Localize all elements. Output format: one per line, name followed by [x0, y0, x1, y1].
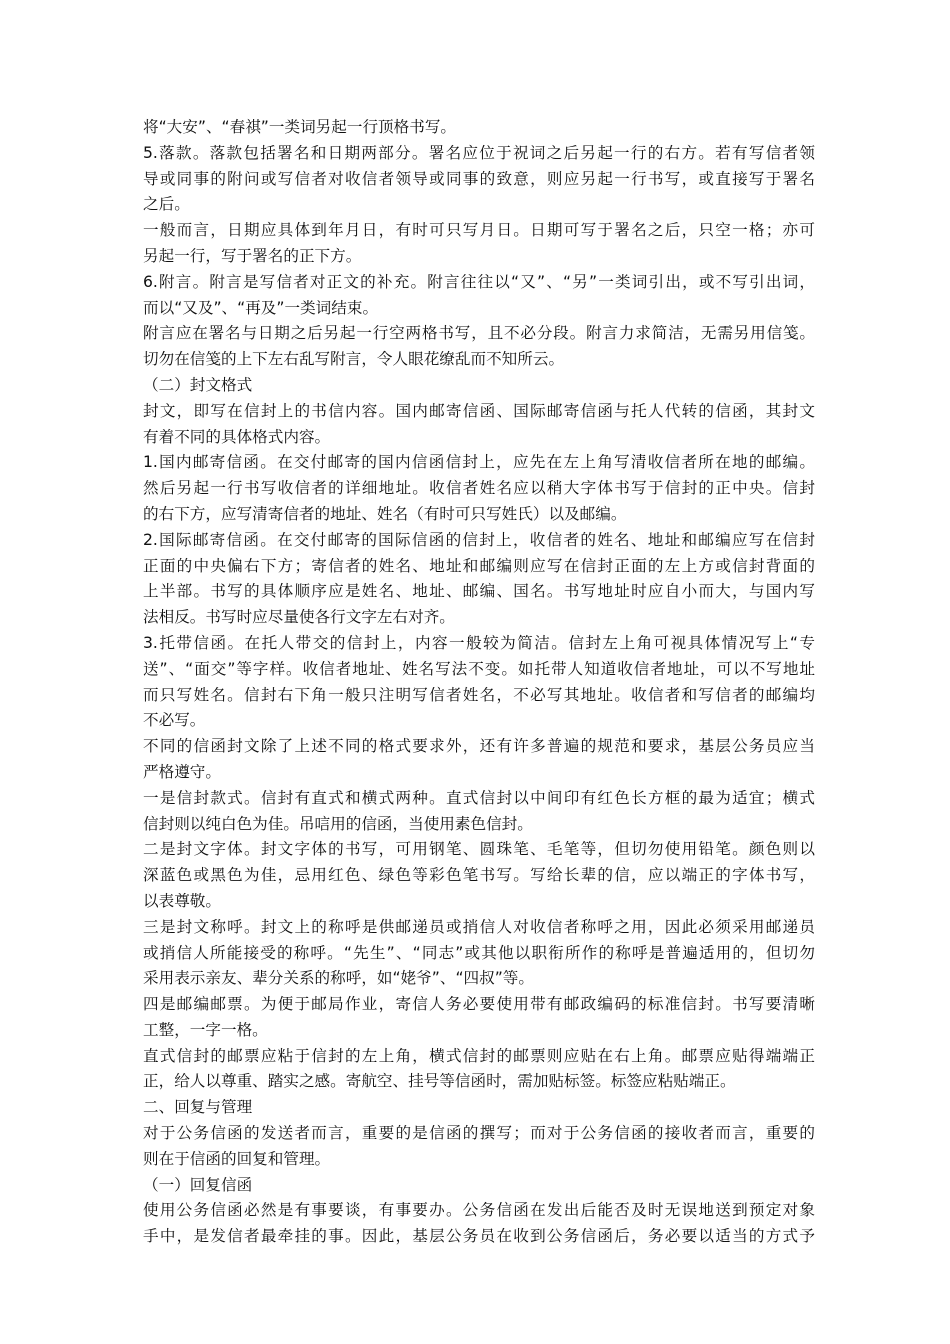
- text-line: 二、回复与管理: [143, 1098, 253, 1117]
- text-line: 深蓝色或黑色为佳，忌用红色、绿色等彩色笔书写。写给长辈的信，应以端正的字体书写，: [143, 866, 815, 885]
- text-line: 则在于信函的回复和管理。: [143, 1149, 331, 1168]
- text-line: 以表尊敬。: [143, 891, 221, 910]
- text-line: 对于公务信函的发送者而言，重要的是信函的撰写；而对于公务信函的接收者而言，重要的: [143, 1124, 815, 1143]
- text-line: 6.附言。附言是写信者对正文的补充。附言往往以“又”、“另”一类词引出，或不写引出词，: [143, 272, 815, 291]
- text-line: 不同的信函封文除了上述不同的格式要求外，还有许多普遍的规范和要求，基层公务员应当: [143, 737, 815, 756]
- document-body-text: [143, 115, 815, 1250]
- text-line: 切勿在信笺的上下左右乱写附言，令人眼花缭乱而不知所云。: [143, 350, 565, 369]
- text-line: 3.托带信函。在托人带交的信封上，内容一般较为简洁。信封左上角可视具体情况写上“专: [143, 633, 815, 652]
- text-line: 手中，是发信者最牵挂的事。因此，基层公务员在收到公务信函后，务必要以适当的方式予: [143, 1227, 815, 1246]
- text-line: 2.国际邮寄信函。在交付邮寄的国际信函的信封上，收信者的姓名、地址和邮编应写在信封: [143, 530, 815, 549]
- text-line: 采用表示亲友、辈分关系的称呼，如“姥爷”、“四叔”等。: [143, 969, 534, 988]
- text-line: 之后。: [143, 195, 190, 214]
- text-line: 然后另起一行书写收信者的详细地址。收信者姓名应以稍大字体书写于信封的正中央。信封: [143, 479, 815, 498]
- text-line: 封文，即写在信封上的书信内容。国内邮寄信函、国际邮寄信函与托人代转的信函，其封文: [143, 401, 815, 420]
- text-line: 法相反。书写时应尽量使各行文字左右对齐。: [143, 608, 455, 627]
- text-line: 正面的中央偏右下方；寄信者的姓名、地址和邮编则应写在信封正面的左上方或信封背面的: [143, 556, 815, 575]
- text-line: 四是邮编邮票。为便于邮局作业，寄信人务必要使用带有邮政编码的标准信封。书写要清晰: [143, 995, 815, 1014]
- text-line: 三是封文称呼。封文上的称呼是供邮递员或捎信人对收信者称呼之用，因此必须采用邮递员: [143, 917, 815, 936]
- text-line: 使用公务信函必然是有事要谈，有事要办。公务信函在发出后能否及时无误地送到预定对象: [143, 1201, 815, 1220]
- text-line: 而只写姓名。信封右下角一般只注明写信者姓名，不必写其地址。收信者和写信者的邮编均: [143, 685, 815, 704]
- text-line: （二）封文格式: [143, 375, 253, 394]
- text-line: 一般而言，日期应具体到年月日，有时可只写月日。日期可写于署名之后，只空一格；亦可: [143, 221, 815, 240]
- text-line: 另起一行，写于署名的正下方。: [143, 246, 362, 265]
- text-line: 严格遵守。: [143, 762, 221, 781]
- text-line: 上半部。书写的具体顺序应是姓名、地址、邮编、国名。书写地址时应自小而大，与国内写: [143, 582, 815, 601]
- text-line: 导或同事的附问或写信者对收信者领导或同事的致意，则应另起一行书写，或直接写于署名: [143, 169, 815, 188]
- text-line: 正，给人以尊重、踏实之感。寄航空、挂号等信函时，需加贴标签。标签应粘贴端正。: [143, 1072, 736, 1091]
- text-line: 送”、“面交”等字样。收信者地址、姓名写法不变。如托带人知道收信者地址，可以不写地址: [143, 659, 815, 678]
- text-line: 信封则以纯白色为佳。吊唁用的信函，当使用素色信封。: [143, 814, 533, 833]
- text-line: 附言应在署名与日期之后另起一行空两格书写，且不必分段。附言力求简洁，无需另用信笺。: [143, 324, 815, 343]
- text-line: 一是信封款式。信封有直式和横式两种。直式信封以中间印有红色长方框的最为适宜；横式: [143, 788, 815, 807]
- text-line: 直式信封的邮票应粘于信封的左上角，横式信封的邮票则应贴在右上角。邮票应贴得端端正: [143, 1046, 815, 1065]
- text-line: 不必写。: [143, 711, 206, 730]
- text-line: 而以“又及”、“再及”一类词结束。: [143, 298, 379, 317]
- text-line: 工整，一字一格。: [143, 1020, 268, 1039]
- text-line: 二是封文字体。封文字体的书写，可用钢笔、圆珠笔、毛笔等，但切勿使用铅笔。颜色则以: [143, 840, 815, 859]
- text-line: 的右下方，应写清寄信者的地址、姓名（有时可只写姓氏）以及邮编。: [143, 504, 627, 523]
- text-line: 5.落款。落款包括署名和日期两部分。署名应位于祝词之后另起一行的右方。若有写信者领: [143, 143, 815, 162]
- text-line: 将“大安”、“春祺”一类词另起一行顶格书写。: [143, 118, 457, 136]
- text-line: 1.国内邮寄信函。在交付邮寄的国内信函信封上，应先在左上角写清收信者所在地的邮编。: [143, 453, 815, 472]
- text-line: 或捎信人所能接受的称呼。“先生”、“同志”或其他以职衔所作的称呼是普遍适用的，但切勿: [143, 943, 815, 962]
- text-line: （一）回复信函: [143, 1175, 253, 1194]
- text-line: 有着不同的具体格式内容。: [143, 427, 331, 446]
